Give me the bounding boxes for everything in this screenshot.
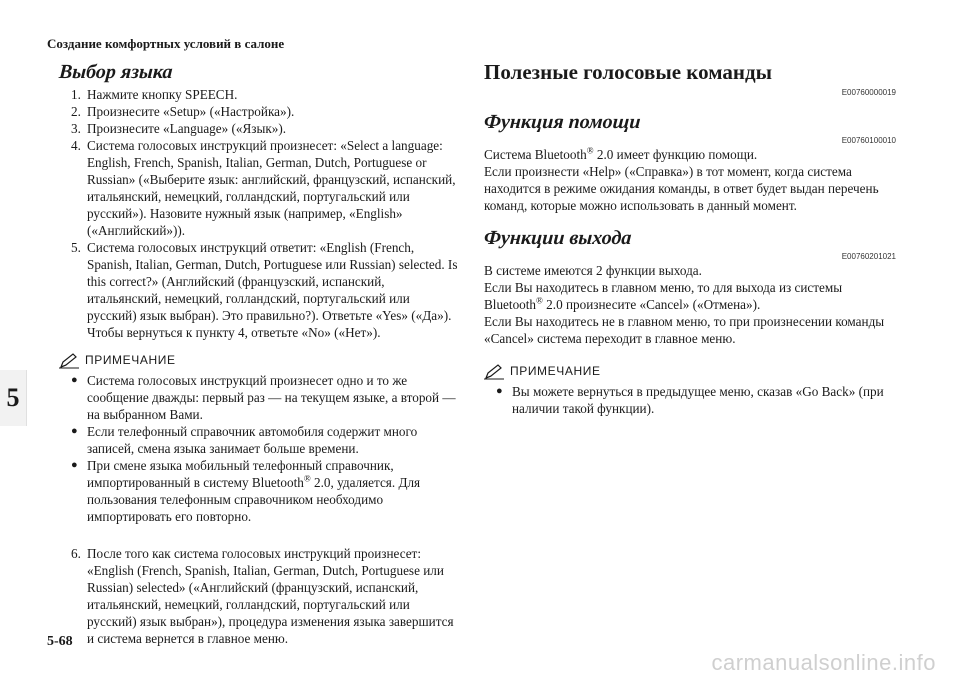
step-text: Нажмите кнопку SPEECH. (87, 87, 238, 102)
note-text (87, 457, 459, 525)
step-number: 6. (71, 546, 81, 561)
bullet-icon: ● (71, 374, 78, 386)
note-text: Вы можете вернуться в предыдущее меню, сказав «Go Back» (при наличии такой функции). (512, 384, 884, 416)
note-bullet (59, 372, 459, 423)
help-text-part: 2.0 имеет функцию помощи. (593, 147, 758, 162)
list-item (59, 239, 459, 341)
list-item (59, 545, 459, 647)
bullet-icon: ● (71, 425, 78, 437)
help-text-part: Система Bluetooth (484, 147, 587, 162)
running-header: Создание комфортных условий в салоне (47, 36, 285, 51)
step-text: Произнесите «Setup» («Настройка»). (87, 104, 295, 119)
step-text: После того как система голосовых инструкций произнесет: «English (French, Spanish, Italian, German, Dutch, Portuguese или Russian) selected» («Английский (французский, испанский, итальянский, немецкий, голландский, португальский или русский) язык выбран»), процедура изменения языка завершится и система вернется в главное меню. (87, 546, 454, 646)
exit-text-part: Если Вы находитесь в главном меню, то для выхода из системы Bluetooth (484, 280, 843, 312)
note-bullet (484, 383, 896, 417)
registered-mark: ® (303, 473, 311, 484)
note-text-part: При смене языка мобильный телефонный справочник, импортированный в систему Bluetooth (87, 458, 394, 490)
step-text-extra: Чтобы вернуться к пункту 4, ответьте «No» («Нет»). (87, 325, 381, 340)
help-function-heading: Функция помощи (483, 111, 642, 133)
note-label: ПРИМЕЧАНИЕ (85, 353, 176, 367)
help-text: Если произнести «Help» («Справка») в тот момент, когда система находится в режиме ожидания команды, в ответ будет выдан перечень команд, которые можно использовать в данный момент. (484, 164, 879, 213)
exit-text: Если Вы находитесь не в главном меню, то при произнесении команды «Cancel» система переходит в главное меню. (484, 314, 885, 346)
page-number: 5-68 (47, 634, 73, 649)
chapter-tab (0, 370, 27, 426)
voice-commands-heading: Полезные голосовые команды (484, 60, 772, 84)
bullet-icon: ● (71, 459, 78, 471)
watermark: carmanualsonline.info (711, 650, 936, 675)
exit-text: В системе имеются 2 функции выхода. (484, 263, 702, 278)
list-item (59, 137, 459, 239)
note-bullet (59, 457, 459, 525)
pencil-note-icon (484, 364, 504, 380)
registered-mark: ® (536, 295, 543, 306)
note-text-part: 2.0, удаляется. Для пользования телефонным справочником необходимо импортировать его повторно. (87, 475, 421, 524)
pencil-note-icon (59, 353, 79, 369)
step-text-main: Система голосовых инструкций ответит: «English (French, Spanish, Italian, German, Dutch, Portuguese или Russian) selected. Is this correct?» (Английский (французский, испанский, итальянский, немецкий, голландский, португальский или русский) язык выбран). Это правильно?). Ответьте «Yes» («Да»). (87, 240, 458, 323)
note-header (484, 363, 896, 380)
list-item (59, 120, 459, 137)
language-selection-heading: Выбор языка (58, 61, 174, 83)
chapter-number: 5 (6, 383, 20, 412)
step-text: Произнесите «Language» («Язык»). (87, 121, 287, 136)
list-item (59, 86, 459, 103)
step-number: 2. (71, 104, 81, 119)
step-number: 1. (71, 87, 81, 102)
note-label: ПРИМЕЧАНИЕ (510, 364, 601, 378)
note-header (59, 352, 459, 369)
step-text (87, 239, 459, 341)
step-number: 4. (71, 138, 81, 153)
list-item (59, 103, 459, 120)
right-column (484, 58, 896, 417)
section-code: E00760201021 (841, 252, 896, 261)
bullet-icon: ● (496, 385, 503, 397)
exit-paragraph (484, 262, 896, 347)
step-number: 5. (71, 240, 81, 255)
step-number: 3. (71, 121, 81, 136)
language-steps (59, 86, 459, 341)
language-steps-continued (59, 545, 459, 647)
left-column (59, 58, 459, 647)
section-code: E00760100010 (841, 136, 896, 145)
registered-mark: ® (586, 145, 594, 156)
exit-text-part: 2.0 произнесите «Cancel» («Отмена»). (542, 297, 761, 312)
help-paragraph (484, 146, 896, 214)
section-code: E00760000019 (841, 88, 896, 97)
note-text: Система голосовых инструкций произнесет одно и то же сообщение дважды: первый раз — на текущем языке, а второй — на выбранном Вами. (87, 373, 456, 422)
note-text: Если телефонный справочник автомобиля содержит много записей, смена языка занимает больше времени. (87, 424, 418, 456)
note-bullet (59, 423, 459, 457)
step-text: Система голосовых инструкций произнесет: «Select a language: English, French, Spanish, Italian, German, Dutch, Portuguese or Russian» («Выберите язык: английский, французский, испанский, итальянский, немецкий, голландский, португальский или русский»). Назовите нужный язык (например, «English» («Английский»)). (87, 138, 456, 238)
exit-function-heading: Функции выхода (483, 227, 633, 249)
